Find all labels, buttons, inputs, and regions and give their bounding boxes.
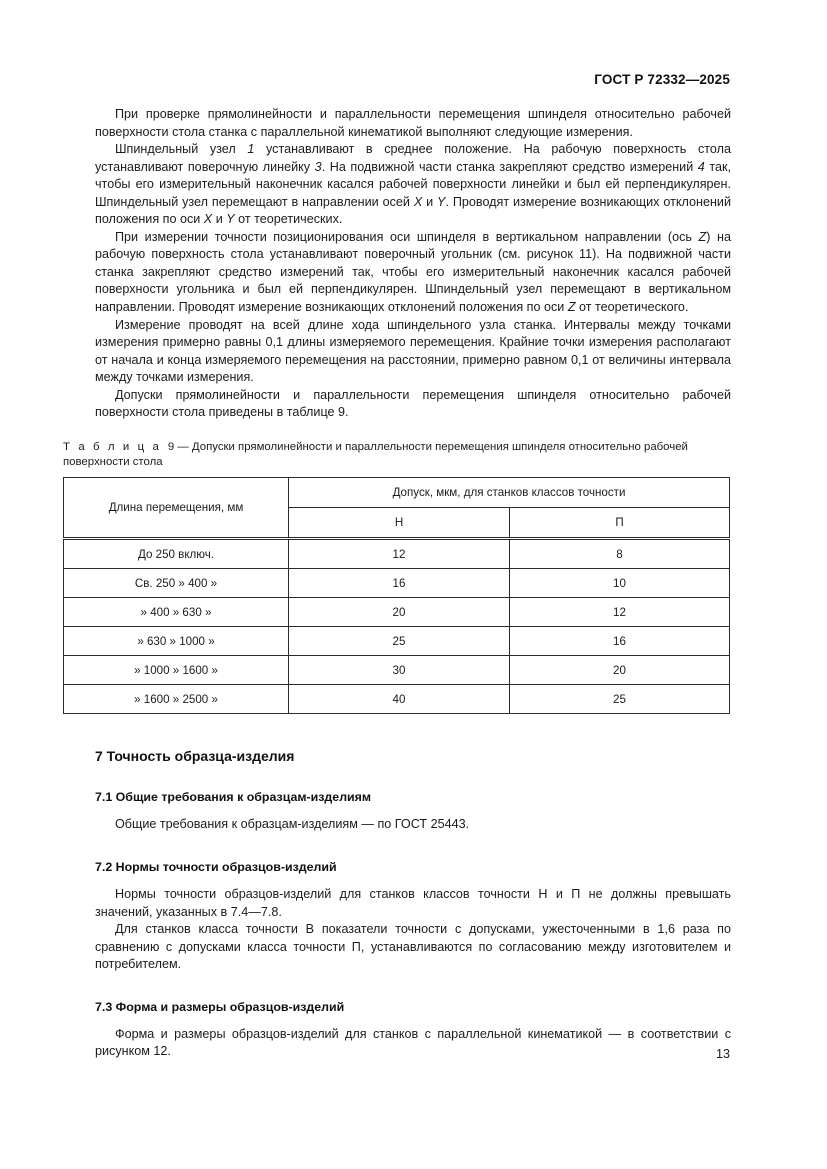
paragraph-vertical-axis: При измерении точности позиционирования оси шпинделя в вертикальном направлении (ось Z) на рабочую поверхность стола устанавливают поверочный угольник (см. рисунок 11). На подвижной части станка закрепляют средство измерений так, чтобы его измерительный наконечник касался рабочей поверхности угольника и был ей перпендикулярен. Шпиндельный узел перемещают в вертикальном направлении. Проводят измерение возникающих отклонений положения по оси Z от теоретического. — [95, 229, 731, 315]
table-caption-text: Допуски прямолинейности и параллельности перемещения шпинделя относительно рабочей поверхности стола — [63, 440, 688, 469]
paragraph-spindle-setup: Шпиндельный узел 1 устанавливают в среднее положение. На рабочую поверхность стола устанавливают поверочную линейку 3. На подвижной части станка закрепляют средство измерений 4 так, чтобы его измерительный наконечник касался рабочей поверхности линейки и был ей перпендикулярен. Шпиндельный узел перемещают в направлении осей X и Y. Проводят измерение возникающих отклонений положения по оси X и Y от теоретических. — [95, 142, 732, 227]
running-header — [95, 72, 730, 87]
table-9-tolerances — [63, 477, 730, 714]
cell-tolerance-class-p: 25 — [510, 685, 730, 714]
table-body — [64, 539, 730, 714]
paragraph-7-3: Форма и размеры образцов-изделий для станков с параллельной кинематикой — в соответствии с рисунком 12. — [95, 1026, 731, 1059]
cell-length-range: Св. 250 » 400 » — [64, 569, 289, 598]
table-row — [64, 569, 730, 598]
cell-tolerance-class-p: 8 — [510, 539, 730, 569]
cell-tolerance-class-n: 40 — [289, 685, 510, 714]
header-class-n: Н — [289, 508, 510, 539]
page-number: 13 — [715, 1047, 730, 1061]
table-row — [64, 685, 730, 714]
cell-length-range: » 1600 » 2500 » — [64, 685, 289, 714]
section-7-heading: 7 Точность образца-изделия — [95, 748, 295, 765]
section-7-1-heading: 7.1 Общие требования к образцам-изделиям — [95, 790, 372, 805]
table-row — [64, 598, 730, 627]
cell-tolerance-class-p: 20 — [510, 656, 730, 685]
paragraph-measure-intervals: Измерение проводят на всей длине хода шпиндельного узла станка. Интервалы между точками измерения примерно равны 0,1 длины измеряемого перемещения. Крайние точки измерения располагают от начала и конца измеряемого перемещения на расстоянии, примерно равном 0,1 от величины интервала между точками измерения. — [95, 317, 731, 385]
cell-length-range: » 400 » 630 » — [64, 598, 289, 627]
header-stub-length: Длина перемещения, мм — [64, 478, 289, 539]
cell-tolerance-class-n: 12 — [289, 539, 510, 569]
cell-length-range: » 1000 » 1600 » — [64, 656, 289, 685]
table-row — [64, 656, 730, 685]
main-text-column — [63, 106, 732, 1061]
cell-tolerance-class-p: 12 — [510, 598, 730, 627]
table-caption-number: 9 — [167, 440, 175, 453]
cell-length-range: » 630 » 1000 » — [64, 627, 289, 656]
section-7-3-heading: 7.3 Форма и размеры образцов-изделий — [95, 999, 345, 1014]
paragraph-measurements-intro: При проверке прямолинейности и параллельности перемещения шпинделя относительно рабочей поверхности стола станка с параллельной кинематикой выполняют следующие измерения. — [95, 107, 731, 139]
paragraph-7-1: Общие требования к образцам-изделиям — по ГОСТ 25443. — [115, 817, 470, 832]
standard-designation: ГОСТ Р 72332—2025 — [594, 72, 730, 87]
table-row — [64, 539, 730, 569]
paragraph-7-2-a: Нормы точности образцов-изделий для станков классов точности Н и П не должны превышать значений, указанных в 7.4—7.8. — [95, 886, 731, 919]
table-9-wrapper — [63, 477, 729, 714]
table-caption-label: Т а б л и ц а — [63, 440, 162, 453]
cell-tolerance-class-p: 16 — [510, 627, 730, 656]
table-9-caption — [63, 440, 731, 471]
header-class-p: П — [510, 508, 730, 539]
section-7-2-heading: 7.2 Нормы точности образцов-изделий — [95, 859, 337, 874]
table-row — [64, 627, 730, 656]
cell-tolerance-class-n: 20 — [289, 598, 510, 627]
paragraph-tolerances-ref: Допуски прямолинейности и параллельности перемещения шпинделя относительно рабочей поверхности стола приведены в таблице 9. — [95, 387, 731, 420]
table-head — [64, 478, 730, 539]
cell-tolerance-class-n: 16 — [289, 569, 510, 598]
paragraph-7-2-b: Для станков класса точности В показатели точности с допусками, ужесточенными в 1,6 раза по сравнению с допусками класса точности П, устанавливаются по согласованию между изготовителем и потребителем. — [95, 922, 731, 972]
cell-tolerance-class-p: 10 — [510, 569, 730, 598]
header-group-tolerance: Допуск, мкм, для станков классов точности — [289, 478, 730, 508]
table-caption-dash: — — [177, 440, 189, 453]
cell-tolerance-class-n: 25 — [289, 627, 510, 656]
cell-tolerance-class-n: 30 — [289, 656, 510, 685]
table-header-row-1 — [64, 478, 730, 508]
cell-length-range: До 250 включ. — [64, 539, 289, 569]
